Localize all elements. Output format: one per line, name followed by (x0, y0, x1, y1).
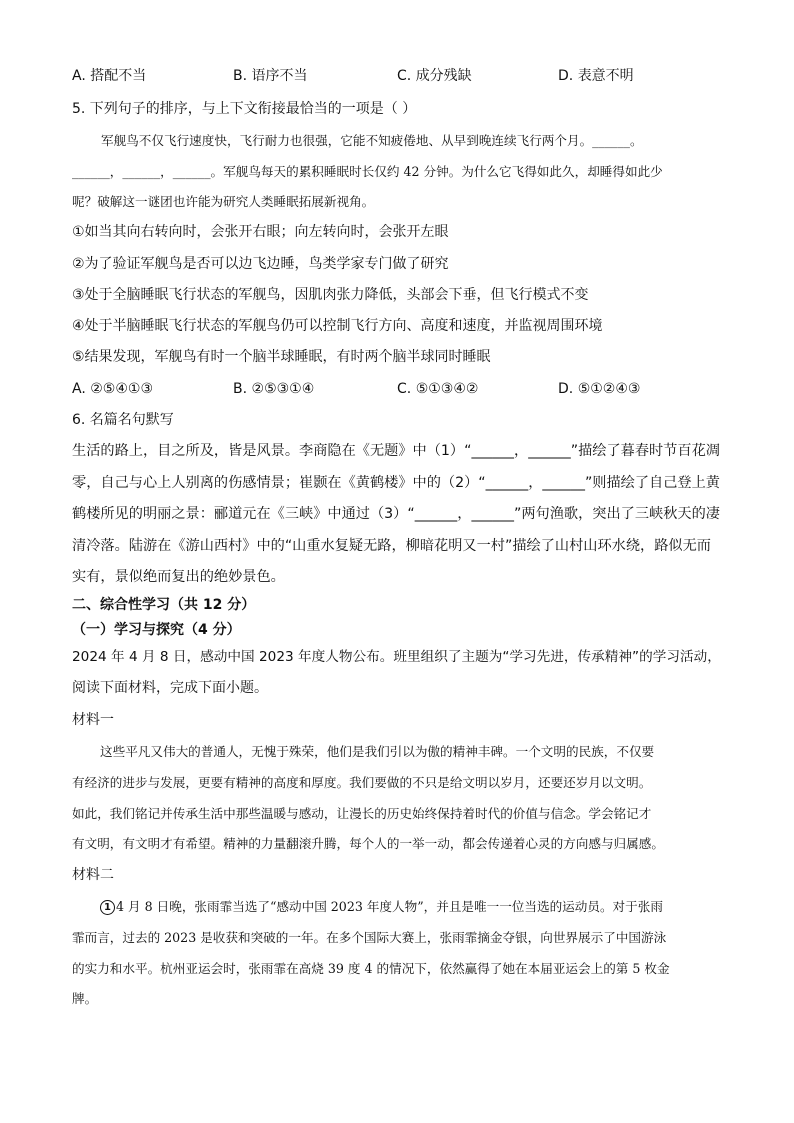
q6-text-line: 实有，景似绝而复出的绝妙景色。 (72, 569, 285, 585)
q5-sentence-5: ⑤结果发现，军舰鸟有时一个脑半球睡眠，有时两个脑半球同时睡眠 (72, 349, 491, 365)
q6-text-line: 清冷落。陆游在《游山西村》中的“山重水复疑无路，柳暗花明又一村”描绘了山村山环水绕，路似无而 (72, 538, 711, 554)
material-1-line: 如此，我们铭记并传承生活中那些温暖与感动，让漫长的历史始终保持着时代的价值与信念。学会铭记才 (72, 806, 652, 821)
section-title: 二、综合性学习（共 12 分） (72, 597, 256, 613)
q5-sentence-2: ②为了验证军舰鸟是否可以边飞边睡，鸟类学家专门做了研究 (72, 256, 449, 272)
material-1-line: 有经济的进步与发展，更要有精神的高度和厚度。我们要做的不只是给文明以岁月，还要还岁月以文明。 (72, 775, 652, 790)
q6-text-line: 生活的路上，目之所及，皆是风景。李商隐在《无题》中（1）“______，______”描绘了暮春时节百花凋 (72, 443, 720, 459)
q4-option-b[interactable]: B. 语序不当 (233, 68, 308, 84)
intro-line: 阅读下面材料，完成下面小题。 (72, 680, 268, 696)
material-2-line: 1 4 月 8 日晚，张雨霏当选了“感动中国 2023 年度人物”，并且是唯一一位当选的运动员。对于张雨 (100, 898, 663, 916)
q5-sentence-1: ①如当其向右转向时，会张开右眼；向左转向时，会张开左眼 (72, 224, 449, 240)
q5-option-a[interactable]: A. ②⑤④①③ (72, 381, 153, 397)
q5-passage-line: 呢？破解这一谜团也许能为研究人类睡眠拓展新视角。 (72, 194, 375, 209)
material-1-line: 有文明，有文明才有希望。精神的力量翻滚升腾，每个人的一举一动，都会传递着心灵的方向感与归属感。 (72, 836, 664, 851)
q4-option-d[interactable]: D. 表意不明 (558, 68, 634, 84)
material-2-line: 的实力和水平。杭州亚运会时，张雨霏在高烧 39 度 4 的情况下，依然赢得了她在本届亚运会上的第 5 枚金 (72, 961, 670, 976)
q5-passage-line: ______，______，______。军舰鸟每天的累积睡眠时长仅约 42 分钟。为什么它飞得如此久，却睡得如此少 (72, 164, 663, 179)
q5-sentence-3: ③处于全脑睡眠飞行状态的军舰鸟，因肌肉张力降低，头部会下垂，但飞行模式不变 (72, 287, 589, 303)
intro-line: 2024 年 4 月 8 日，感动中国 2023 年度人物公布。班里组织了主题为“学习先进，传承精神”的学习活动， (72, 649, 721, 665)
material-2-label: 材料二 (72, 867, 114, 883)
q5-sentence-4: ④处于半脑睡眠飞行状态的军舰鸟仍可以控制飞行方向、高度和速度，并监视周围环境 (72, 318, 603, 334)
subsection-title: （一）学习与探究（4 分） (72, 622, 241, 638)
material-1-label: 材料一 (72, 712, 114, 728)
q4-option-a[interactable]: A. 搭配不当 (72, 68, 147, 84)
q5-option-d[interactable]: D. ⑤①②④③ (558, 381, 641, 397)
q5-stem: 5. 下列句子的排序，与上下文衔接最恰当的一项是（ ） (72, 101, 417, 117)
q5-option-b[interactable]: B. ②⑤③①④ (233, 381, 315, 397)
q4-option-c[interactable]: C. 成分残缺 (397, 68, 472, 84)
q5-option-c[interactable]: C. ⑤①③④② (397, 381, 479, 397)
material-2-line: 霏而言，过去的 2023 是收获和突破的一年。在多个国际大赛上，张雨霏摘金夺银，向世界展示了中国游泳 (72, 930, 667, 945)
q6-text-line: 零，自己与心上人别离的伤感情景；崔颢在《黄鹤楼》中的（2）“______，______”则描绘了自己登上黄 (72, 475, 720, 491)
paragraph-number-mark: 1 (100, 900, 115, 915)
material-2-line: 牌。 (72, 991, 98, 1006)
q6-title: 6. 名篇名句默写 (72, 412, 174, 428)
q5-passage-line: 军舰鸟不仅飞行速度快，飞行耐力也很强，它能不知疲倦地、从早到晚连续飞行两个月。______。 (101, 133, 643, 148)
q6-text-line: 鹤楼所见的明丽之景：郦道元在《三峡》中通过（3）“______，______”两句渔歌，突出了三峡秋天的凄 (72, 506, 720, 522)
material-1-line: 这些平凡又伟大的普通人，无愧于殊荣，他们是我们引以为傲的精神丰碑。一个文明的民族，不仅要 (100, 744, 655, 759)
